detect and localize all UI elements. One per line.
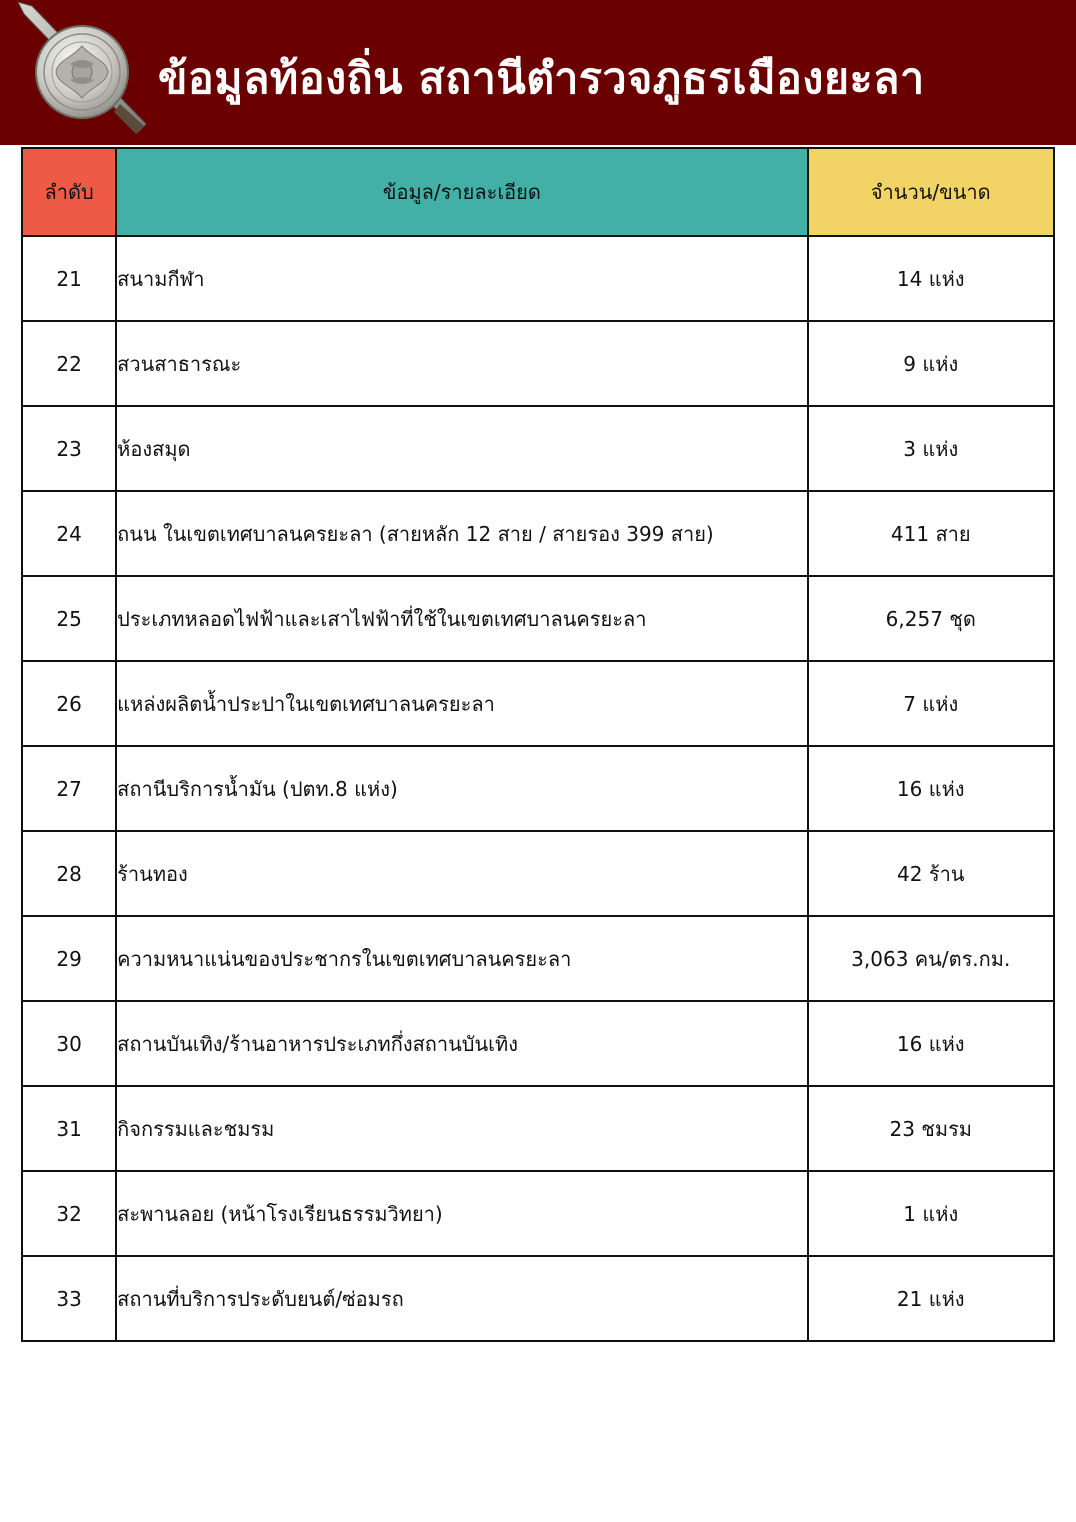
- table-row: [22, 1086, 1054, 1171]
- row-detail: สถานที่บริการประดับยนต์/ซ่อมรถ: [116, 1256, 807, 1341]
- row-detail: สวนสาธารณะ: [116, 321, 807, 406]
- row-number: 22: [22, 321, 116, 406]
- table-row: [22, 1001, 1054, 1086]
- table-row: [22, 916, 1054, 1001]
- row-amount: 42 ร้าน: [808, 831, 1055, 916]
- table-row: [22, 831, 1054, 916]
- row-amount: 7 แห่ง: [808, 661, 1055, 746]
- row-detail: ความหนาแน่นของประชากรในเขตเทศบาลนครยะลา: [116, 916, 807, 1001]
- table-row: [22, 406, 1054, 491]
- row-detail: ร้านทอง: [116, 831, 807, 916]
- row-detail: แหล่งผลิตน้ำประปาในเขตเทศบาลนครยะลา: [116, 661, 807, 746]
- row-amount: 1 แห่ง: [808, 1171, 1055, 1256]
- row-number: 29: [22, 916, 116, 1001]
- row-number: 27: [22, 746, 116, 831]
- row-amount: 23 ชมรม: [808, 1086, 1055, 1171]
- row-amount: 16 แห่ง: [808, 746, 1055, 831]
- row-detail: ห้องสมุด: [116, 406, 807, 491]
- table-row: [22, 746, 1054, 831]
- row-amount: 14 แห่ง: [808, 236, 1055, 321]
- table-row: [22, 576, 1054, 661]
- row-amount: 3 แห่ง: [808, 406, 1055, 491]
- column-header-detail: ข้อมูล/รายละเอียด: [116, 148, 807, 236]
- table-header-row: [22, 148, 1054, 236]
- row-amount: 21 แห่ง: [808, 1256, 1055, 1341]
- column-header-amount: จำนวน/ขนาด: [808, 148, 1055, 236]
- row-number: 32: [22, 1171, 116, 1256]
- page-header: [0, 0, 1076, 145]
- row-number: 28: [22, 831, 116, 916]
- table-row: [22, 1256, 1054, 1341]
- table-row: [22, 321, 1054, 406]
- row-number: 21: [22, 236, 116, 321]
- row-number: 25: [22, 576, 116, 661]
- row-detail: กิจกรรมและชมรม: [116, 1086, 807, 1171]
- row-amount: 6,257 ชุด: [808, 576, 1055, 661]
- row-detail: ถนน ในเขตเทศบาลนครยะลา (สายหลัก 12 สาย / สายรอง 399 สาย): [116, 491, 807, 576]
- row-detail: สะพานลอย (หน้าโรงเรียนธรรมวิทยา): [116, 1171, 807, 1256]
- table-row: [22, 661, 1054, 746]
- row-number: 23: [22, 406, 116, 491]
- row-number: 31: [22, 1086, 116, 1171]
- row-detail: สนามกีฬา: [116, 236, 807, 321]
- row-number: 30: [22, 1001, 116, 1086]
- row-detail: สถานบันเทิง/ร้านอาหารประเภทกึ่งสถานบันเทิง: [116, 1001, 807, 1086]
- police-emblem-icon: [10, 0, 150, 140]
- column-header-no: ลำดับ: [22, 148, 116, 236]
- local-info-table: [21, 147, 1055, 1342]
- row-number: 33: [22, 1256, 116, 1341]
- row-detail: ประเภทหลอดไฟฟ้าและเสาไฟฟ้าที่ใช้ในเขตเทศบาลนครยะลา: [116, 576, 807, 661]
- row-amount: 411 สาย: [808, 491, 1055, 576]
- table-row: [22, 236, 1054, 321]
- row-number: 26: [22, 661, 116, 746]
- table-row: [22, 491, 1054, 576]
- row-amount: 16 แห่ง: [808, 1001, 1055, 1086]
- row-amount: 3,063 คน/ตร.กม.: [808, 916, 1055, 1001]
- table-row: [22, 1171, 1054, 1256]
- page-title: ข้อมูลท้องถิ่น สถานีตำรวจภูธรเมืองยะลา: [158, 54, 925, 104]
- row-detail: สถานีบริการน้ำมัน (ปตท.8 แห่ง): [116, 746, 807, 831]
- row-number: 24: [22, 491, 116, 576]
- row-amount: 9 แห่ง: [808, 321, 1055, 406]
